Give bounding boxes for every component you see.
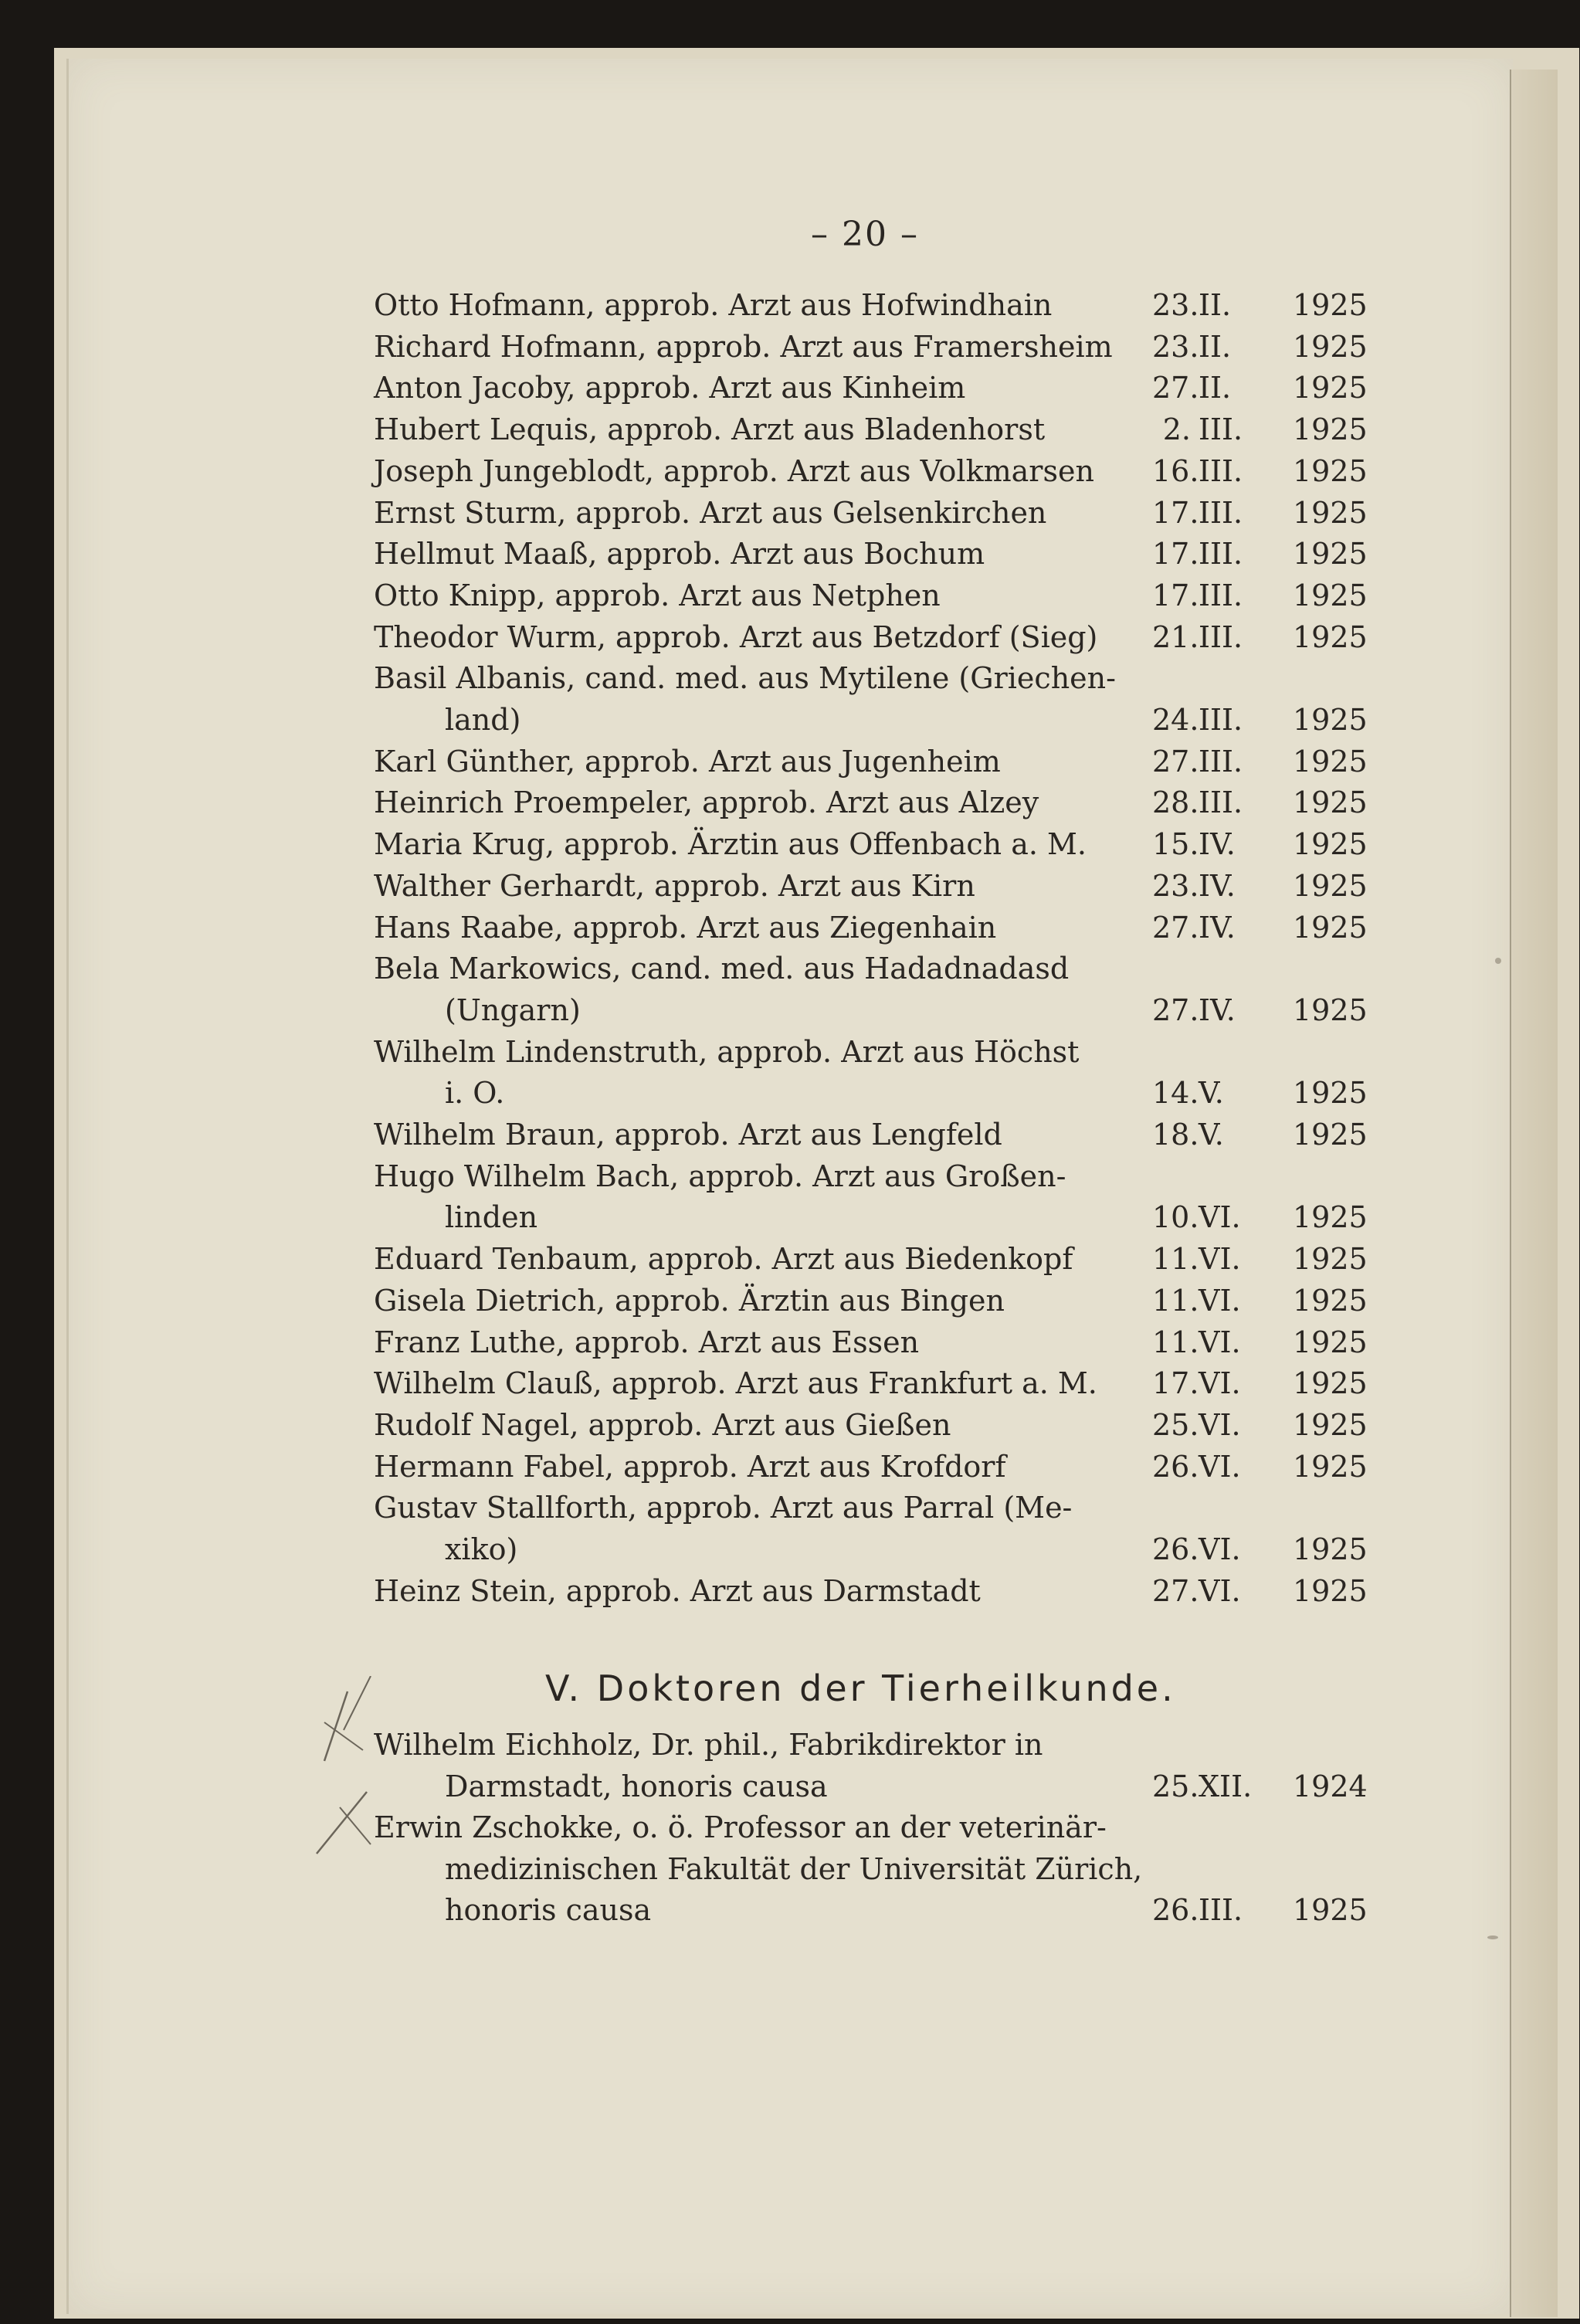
entry-year: 1925: [1293, 619, 1368, 654]
entry-month: VI.: [1199, 1449, 1241, 1484]
entry-name: linden: [445, 1200, 538, 1235]
list-entry: [374, 948, 1385, 989]
pencil-cross-marks: [309, 1676, 402, 1861]
entry-year: 1925: [1293, 1118, 1368, 1152]
entry-day: 16.: [1152, 453, 1199, 488]
entry-month: VI.: [1199, 1200, 1241, 1235]
entry-month: III.: [1199, 495, 1243, 530]
list-entry: [374, 409, 1385, 450]
entry-month: IV.: [1199, 827, 1236, 862]
entry-name: (Ungarn): [445, 992, 581, 1027]
list-entry: [374, 782, 1385, 823]
entry-name: Hubert Lequis, approb. Arzt aus Bladenhorst: [374, 412, 1046, 447]
entry-day: 28.: [1152, 785, 1199, 820]
entry-name: Wilhelm Lindenstruth, approb. Arzt aus Höchst: [374, 1034, 1080, 1069]
entry-name: Otto Hofmann, approb. Arzt aus Hofwindhain: [374, 288, 1053, 322]
entry-year: 1925: [1293, 1242, 1368, 1277]
section-heading: V. Doktoren der Tierheilkunde.: [545, 1668, 1176, 1709]
entry-month: VI.: [1199, 1325, 1241, 1359]
entry-day: 27.: [1152, 992, 1199, 1027]
list-entry: [374, 492, 1385, 534]
entry-day: 25.: [1152, 1407, 1199, 1442]
entry-year: 1925: [1293, 868, 1368, 903]
entry-day: 17.: [1152, 1366, 1199, 1401]
list-entry: [374, 284, 1385, 326]
entry-name: Hellmut Maaß, approb. Arzt aus Bochum: [374, 537, 985, 572]
list-entry: [374, 1889, 1385, 1931]
entry-year: 1925: [1293, 495, 1368, 530]
entry-year: 1925: [1293, 412, 1368, 447]
page-number: – 20 –: [811, 215, 919, 254]
list-entry: [374, 1848, 1385, 1890]
entry-day: 11.: [1152, 1325, 1199, 1359]
entry-name: Bela Markowics, cand. med. aus Hadadnadasd: [374, 952, 1070, 986]
list-entry: [374, 1766, 1385, 1807]
list-entry: [374, 1114, 1385, 1155]
list-entry: [374, 1487, 1385, 1528]
entry-month: V.: [1199, 1118, 1224, 1152]
entry-name: honoris causa: [445, 1893, 652, 1927]
entry-name: Wilhelm Eichholz, Dr. phil., Fabrikdirektor in: [374, 1728, 1043, 1762]
entry-name: Gisela Dietrich, approb. Ärztin aus Bingen: [374, 1283, 1005, 1318]
entry-day: 23.: [1152, 288, 1199, 322]
entry-day: 17.: [1152, 495, 1199, 530]
entry-day: 17.: [1152, 578, 1199, 612]
entry-name: Franz Luthe, approb. Arzt aus Essen: [374, 1325, 920, 1359]
list-entry: [374, 1446, 1385, 1488]
entry-month: IV.: [1199, 868, 1236, 903]
right-page-edge: [1510, 70, 1558, 2317]
list-entry: [374, 1404, 1385, 1446]
entry-month: III.: [1199, 412, 1243, 447]
entry-month: III.: [1199, 453, 1243, 488]
entry-name: Otto Knipp, approb. Arzt aus Netphen: [374, 578, 941, 612]
entry-month: III.: [1199, 1893, 1243, 1927]
entry-name: Hermann Fabel, approb. Arzt aus Krofdorf: [374, 1449, 1006, 1484]
entry-name: Darmstadt, honoris causa: [445, 1769, 828, 1803]
entry-day: 14.: [1152, 1076, 1199, 1111]
entry-year: 1925: [1293, 1325, 1368, 1359]
entry-name: Gustav Stallforth, approb. Arzt aus Parral (Me-: [374, 1491, 1073, 1525]
entry-year: 1925: [1293, 1449, 1368, 1484]
entry-year: 1925: [1293, 827, 1368, 862]
entry-day: 26.: [1152, 1893, 1199, 1927]
entry-day: 18.: [1152, 1118, 1199, 1152]
entry-month: III.: [1199, 785, 1243, 820]
entry-month: VI.: [1199, 1283, 1241, 1318]
list-entry: [374, 741, 1385, 782]
entry-day: 17.: [1152, 537, 1199, 572]
entry-day: 11.: [1152, 1242, 1199, 1277]
entry-month: III.: [1199, 703, 1243, 737]
entry-day: 11.: [1152, 1283, 1199, 1318]
entry-year: 1925: [1293, 288, 1368, 322]
entry-day: 23.: [1152, 868, 1199, 903]
entry-month: VI.: [1199, 1366, 1241, 1401]
list-entry: [374, 616, 1385, 658]
entry-name: Hugo Wilhelm Bach, approb. Arzt aus Großen-: [374, 1159, 1066, 1193]
entry-name: Joseph Jungeblodt, approb. Arzt aus Volkmarsen: [374, 453, 1094, 488]
paper-speck: [1495, 958, 1501, 964]
entry-month: VI.: [1199, 1242, 1241, 1277]
entry-day: 27.: [1152, 744, 1199, 779]
entry-name: Hans Raabe, approb. Arzt aus Ziegenhain: [374, 910, 997, 945]
list-entry: [374, 1196, 1385, 1238]
entry-month: II.: [1199, 371, 1232, 405]
entry-year: 1925: [1293, 537, 1368, 572]
entry-day: 10.: [1152, 1200, 1199, 1235]
entry-year: 1925: [1293, 910, 1368, 945]
entry-name: Basil Albanis, cand. med. aus Mytilene (Griechen-: [374, 661, 1116, 696]
list-entry: [374, 450, 1385, 492]
entry-name: Erwin Zschokke, o. ö. Professor an der veterinär-: [374, 1810, 1107, 1844]
entry-day: 23.: [1152, 329, 1199, 364]
entry-name: Karl Günther, approb. Arzt aus Jugenheim: [374, 744, 1001, 779]
entry-year: 1925: [1293, 371, 1368, 405]
list-entry: [374, 1528, 1385, 1570]
list-entry: [374, 533, 1385, 575]
list-entry: [374, 1238, 1385, 1280]
entry-name: Eduard Tenbaum, approb. Arzt aus Biedenkopf: [374, 1242, 1073, 1277]
entry-day: 26.: [1152, 1532, 1199, 1566]
entry-name: xiko): [445, 1532, 518, 1566]
entry-name: Anton Jacoby, approb. Arzt aus Kinheim: [374, 371, 966, 405]
entry-year: 1925: [1293, 1283, 1368, 1318]
entry-name: Heinrich Proempeler, approb. Arzt aus Alzey: [374, 785, 1039, 820]
entry-month: V.: [1199, 1076, 1224, 1111]
entry-day: 15.: [1152, 827, 1199, 862]
entry-day: 27.: [1152, 910, 1199, 945]
list-entry: [374, 865, 1385, 907]
entry-year: 1925: [1293, 1200, 1368, 1235]
entry-month: IV.: [1199, 910, 1236, 945]
entry-name: i. O.: [445, 1076, 505, 1111]
entry-name: Theodor Wurm, approb. Arzt aus Betzdorf (Sieg): [374, 619, 1098, 654]
list-entry: [374, 699, 1385, 741]
entry-month: II.: [1199, 329, 1232, 364]
entry-year: 1925: [1293, 453, 1368, 488]
entry-day: 26.: [1152, 1449, 1199, 1484]
list-entry: [374, 1724, 1385, 1766]
list-entry: [374, 1072, 1385, 1114]
entry-month: III.: [1199, 537, 1243, 572]
entry-year: 1925: [1293, 329, 1368, 364]
entry-month: III.: [1199, 578, 1243, 612]
entry-name: medizinischen Fakultät der Universität Zürich,: [445, 1851, 1143, 1886]
entry-month: VI.: [1199, 1532, 1241, 1566]
entry-month: II.: [1199, 288, 1232, 322]
entry-month: VI.: [1199, 1573, 1241, 1608]
entry-day: 21.: [1152, 619, 1199, 654]
entry-year: 1925: [1293, 1893, 1368, 1927]
list-entry: [374, 1570, 1385, 1612]
entry-name: land): [445, 703, 521, 737]
entry-year: 1925: [1293, 744, 1368, 779]
list-entry: [374, 326, 1385, 368]
entry-day: 2.: [1162, 412, 1191, 447]
entry-month: III.: [1199, 619, 1243, 654]
entry-month: IV.: [1199, 992, 1236, 1027]
list-entry: [374, 989, 1385, 1031]
entry-year: 1924: [1293, 1769, 1368, 1803]
entry-name: Wilhelm Clauß, approb. Arzt aus Frankfurt a. M.: [374, 1366, 1097, 1401]
list-entry: [374, 657, 1385, 699]
entry-day: 24.: [1152, 703, 1199, 737]
paper-speck: [1487, 1936, 1498, 1939]
list-entry: [374, 1280, 1385, 1321]
list-entry: [374, 1155, 1385, 1197]
entry-year: 1925: [1293, 1366, 1368, 1401]
entry-day: 25.: [1152, 1769, 1199, 1803]
entry-name: Walther Gerhardt, approb. Arzt aus Kirn: [374, 868, 975, 903]
entry-year: 1925: [1293, 992, 1368, 1027]
entry-name: Maria Krug, approb. Ärztin aus Offenbach a. M.: [374, 827, 1087, 862]
entry-year: 1925: [1293, 1076, 1368, 1111]
entry-name: Heinz Stein, approb. Arzt aus Darmstadt: [374, 1573, 981, 1608]
entry-year: 1925: [1293, 785, 1368, 820]
list-entry: [374, 1362, 1385, 1404]
entry-year: 1925: [1293, 578, 1368, 612]
entry-name: Rudolf Nagel, approb. Arzt aus Gießen: [374, 1407, 951, 1442]
entry-day: 27.: [1152, 371, 1199, 405]
list-entry: [374, 1321, 1385, 1363]
entry-year: 1925: [1293, 1573, 1368, 1608]
entry-year: 1925: [1293, 703, 1368, 737]
list-entry: [374, 1807, 1385, 1848]
entry-name: Wilhelm Braun, approb. Arzt aus Lengfeld: [374, 1118, 1002, 1152]
entry-month: XII.: [1199, 1769, 1253, 1803]
list-entry: [374, 907, 1385, 948]
list-entry: [374, 1031, 1385, 1073]
entry-month: VI.: [1199, 1407, 1241, 1442]
list-entry: [374, 367, 1385, 409]
list-entry: [374, 823, 1385, 865]
entry-year: 1925: [1293, 1407, 1368, 1442]
entry-name: Richard Hofmann, approb. Arzt aus Framersheim: [374, 329, 1113, 364]
list-entry: [374, 575, 1385, 616]
entry-year: 1925: [1293, 1532, 1368, 1566]
entry-name: Ernst Sturm, approb. Arzt aus Gelsenkirchen: [374, 495, 1047, 530]
entry-month: III.: [1199, 744, 1243, 779]
entry-day: 27.: [1152, 1573, 1199, 1608]
